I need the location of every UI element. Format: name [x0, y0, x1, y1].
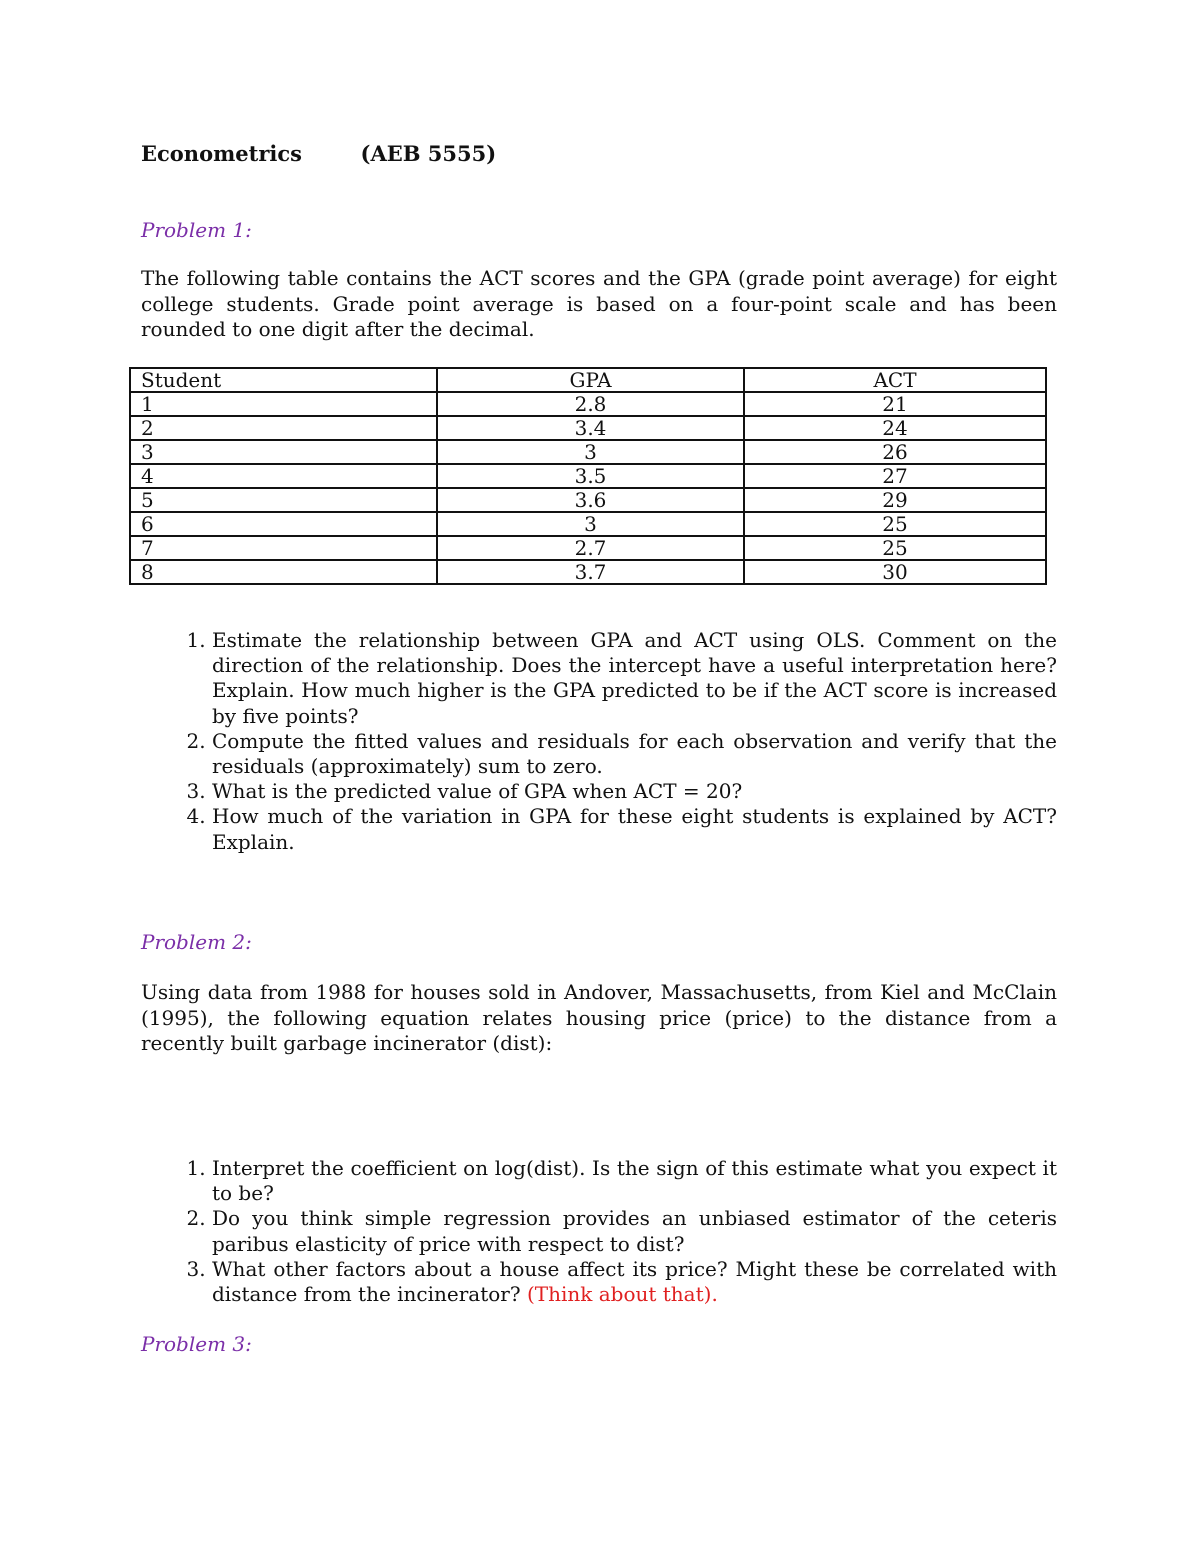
cell-gpa: 3.6	[437, 488, 744, 512]
question-item: 1. Estimate the relationship between GPA and ACT using OLS. Comment on the direction of the relationship. Does the intercept have a useful interpretation here? Explain. How much higher is the GPA predicted to be if the ACT score is increased by five points?	[212, 628, 1057, 729]
cell-act: 21	[744, 392, 1046, 416]
question-item: 2. Compute the fitted values and residuals for each observation and verify that the residuals (approximately) sum to zero.	[212, 729, 1057, 779]
cell-gpa: 3	[437, 512, 744, 536]
problem-1-intro: The following table contains the ACT scores and the GPA (grade point average) for eight college students. Grade point average is based on a four-point scale and has been rounded to one digit after the decimal.	[141, 266, 1057, 341]
question-item: 1. Interpret the coefficient on log(dist). Is the sign of this estimate what you expect it to be?	[212, 1156, 1057, 1206]
cell-act: 29	[744, 488, 1046, 512]
cell-student: 6	[130, 512, 437, 536]
header-act: ACT	[744, 368, 1046, 392]
cell-student: 7	[130, 536, 437, 560]
problem-3-heading: Problem 3:	[141, 1332, 252, 1356]
table-row	[130, 392, 1046, 416]
cell-gpa: 2.8	[437, 392, 744, 416]
cell-gpa: 3.5	[437, 464, 744, 488]
question-text: What other factors about a house affect its price? Might these be correlated with distance from the incinerator?	[212, 1256, 1057, 1307]
course-code: (AEB 5555)	[360, 141, 497, 166]
header-gpa: GPA	[437, 368, 744, 392]
problem-2-heading: Problem 2:	[141, 930, 252, 954]
cell-act: 25	[744, 536, 1046, 560]
question-item: 2. Do you think simple regression provides an unbiased estimator of the ceteris paribus elasticity of price with respect to dist?	[212, 1206, 1057, 1256]
table-row	[130, 512, 1046, 536]
cell-student: 2	[130, 416, 437, 440]
problem-2-questions	[141, 1156, 1057, 1307]
cell-student: 3	[130, 440, 437, 464]
course-name: Econometrics	[141, 141, 303, 166]
table-row	[130, 440, 1046, 464]
question-item: 4. How much of the variation in GPA for these eight students is explained by ACT? Explain.	[212, 804, 1057, 854]
document-title	[141, 141, 496, 166]
question-item	[212, 1257, 1057, 1307]
cell-act: 26	[744, 440, 1046, 464]
cell-gpa: 3	[437, 440, 744, 464]
table-row	[130, 488, 1046, 512]
question-item: 3. What is the predicted value of GPA when ACT = 20?	[212, 779, 1057, 804]
cell-student: 8	[130, 560, 437, 584]
table-row	[130, 416, 1046, 440]
cell-gpa: 3.7	[437, 560, 744, 584]
cell-act: 27	[744, 464, 1046, 488]
cell-act: 24	[744, 416, 1046, 440]
cell-act: 25	[744, 512, 1046, 536]
think-note: (Think about that).	[526, 1282, 718, 1307]
cell-act: 30	[744, 560, 1046, 584]
header-student: Student	[130, 368, 437, 392]
problem-1-heading: Problem 1:	[141, 218, 252, 242]
table-row	[130, 464, 1046, 488]
cell-student: 4	[130, 464, 437, 488]
table-header-row	[130, 368, 1046, 392]
table-row	[130, 536, 1046, 560]
table-row	[130, 560, 1046, 584]
cell-student: 1	[130, 392, 437, 416]
problem-1-questions	[141, 628, 1057, 855]
cell-gpa: 3.4	[437, 416, 744, 440]
cell-gpa: 2.7	[437, 536, 744, 560]
problem-2-intro: Using data from 1988 for houses sold in Andover, Massachusetts, from Kiel and McClain (1995), the following equation relates housing price (price) to the distance from a recently built garbage incinerator (dist):	[141, 980, 1057, 1055]
cell-student: 5	[130, 488, 437, 512]
act-gpa-table	[129, 367, 1047, 585]
